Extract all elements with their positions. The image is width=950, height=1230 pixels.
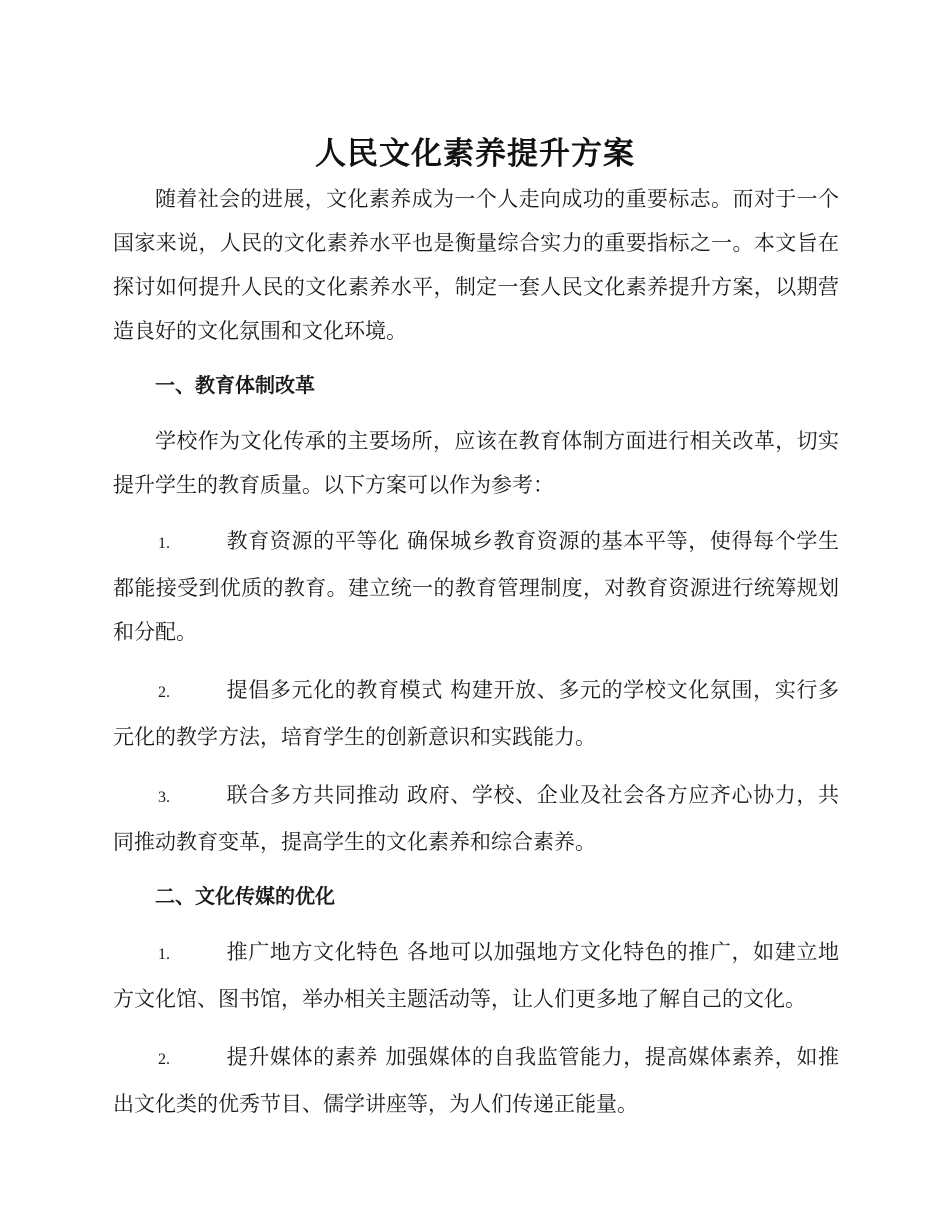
- document-body: [113, 177, 839, 1126]
- list-number: 2.: [158, 684, 170, 701]
- list-number: 2.: [158, 1051, 170, 1068]
- list-item-text: 推广地方文化特色 各地可以加强地方文化特色的推广，如建立地方文化馆、图书馆，举办相关主题活动等，让人们更多地了解自己的文化。: [113, 940, 839, 1011]
- list-number: 1.: [158, 946, 170, 963]
- list-item-text: 联合多方共同推动 政府、学校、企业及社会各方应齐心协力，共同推动教育变革，提高学生的文化素养和综合素养。: [113, 783, 839, 854]
- section-heading-education: 一、教育体制改革: [155, 373, 315, 397]
- list-number: 1.: [158, 535, 170, 552]
- document-title: 人民文化素养提升方案: [315, 136, 635, 172]
- section-heading-media: 二、文化传媒的优化: [155, 884, 335, 908]
- intro-paragraph: 随着社会的进展，文化素养成为一个人走向成功的重要标志。而对于一个国家来说，人民的文化素养水平也是衡量综合实力的重要指标之一。本文旨在探讨如何提升人民的文化素养水平，制定一套人民文化素养提升方案，以期营造良好的文化氛围和文化环境。: [113, 187, 839, 343]
- list-item: [113, 1035, 839, 1126]
- list-item: [113, 519, 839, 654]
- list-item-text: 提升媒体的素养 加强媒体的自我监管能力，提高媒体素养，如推出文化类的优秀节目、儒学讲座等，为人们传递正能量。: [113, 1045, 839, 1116]
- list-number: 3.: [158, 789, 170, 806]
- list-item: [113, 668, 839, 759]
- list-item: [113, 773, 839, 864]
- list-item-text: 提倡多元化的教育模式 构建开放、多元的学校文化氛围，实行多元化的教学方法，培育学生的创新意识和实践能力。: [113, 678, 839, 749]
- list-item-text: 教育资源的平等化 确保城乡教育资源的基本平等，使得每个学生都能接受到优质的教育。建立统一的教育管理制度，对教育资源进行统筹规划和分配。: [113, 529, 839, 644]
- section-intro-education: 学校作为文化传承的主要场所，应该在教育体制方面进行相关改革，切实提升学生的教育质量。以下方案可以作为参考：: [113, 429, 839, 497]
- list-item: [113, 930, 839, 1021]
